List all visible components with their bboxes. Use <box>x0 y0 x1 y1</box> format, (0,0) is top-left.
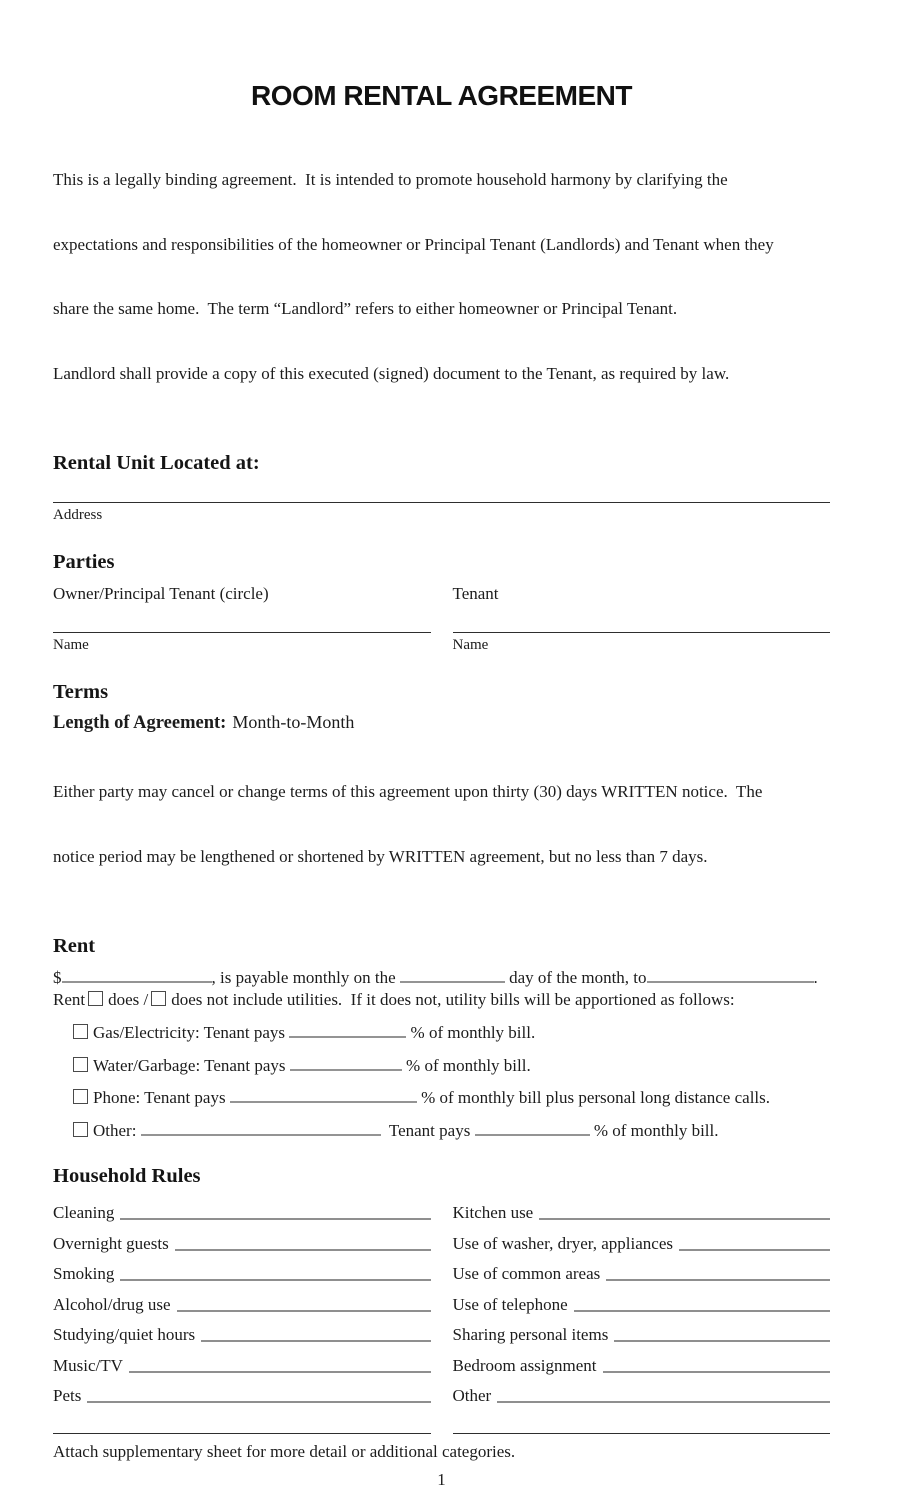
other-utility-label: Other: <box>93 1120 137 1140</box>
rule-blank[interactable] <box>453 1433 831 1434</box>
rule-label: Bedroom assignment <box>452 1355 597 1375</box>
intro-line: This is a legally binding agreement. It is intended to promote household harmony by clarifying the <box>53 170 728 189</box>
rule-row-washer-dryer-appliances <box>453 1223 831 1254</box>
terms-line: Either party may cancel or change terms of this agreement upon thirty (30) days WRITTEN notice. The <box>53 782 763 801</box>
rule-row-extra-left <box>53 1406 431 1437</box>
rent-utilities-line <box>53 989 830 1011</box>
intro-line: Landlord shall provide a copy of this executed (signed) document to the Tenant, as required by law. <box>53 363 730 383</box>
other-utility-blank[interactable] <box>141 1121 381 1136</box>
rent-payable-line <box>53 967 830 989</box>
other-utility-suffix: % of monthly bill. <box>593 1120 719 1140</box>
rule-label: Sharing personal items <box>452 1325 609 1344</box>
address-input-line[interactable] <box>53 475 830 503</box>
rent-amount-prefix: $ <box>53 968 62 987</box>
rule-blank[interactable] <box>87 1401 430 1403</box>
section-heading-parties: Parties <box>53 551 115 573</box>
rule-label: Overnight guests <box>53 1233 169 1253</box>
rule-row-studying-quiet-hours <box>53 1315 431 1346</box>
length-of-agreement-value: Month-to-Month <box>232 712 355 732</box>
rule-blank[interactable] <box>603 1371 830 1373</box>
gas-electricity-suffix: % of monthly bill. <box>410 1023 536 1042</box>
parties-tenant-column <box>453 574 831 654</box>
parties-owner-column <box>53 574 431 654</box>
rent-slash: / <box>143 990 149 1009</box>
rule-blank[interactable] <box>175 1249 431 1251</box>
supplementary-note: Attach supplementary sheet for more detail or additional categories. <box>53 1441 516 1461</box>
rule-blank[interactable] <box>53 1433 431 1434</box>
water-garbage-checkbox[interactable] <box>73 1057 88 1072</box>
rule-label: Use of washer, dryer, appliances <box>452 1233 673 1253</box>
gas-electricity-checkbox[interactable] <box>73 1024 88 1039</box>
tenant-name-label: Name <box>452 637 489 653</box>
rule-row-common-areas <box>453 1254 831 1285</box>
gas-electricity-label: Gas/Electricity: Tenant pays <box>93 1023 286 1042</box>
rule-blank[interactable] <box>497 1401 830 1403</box>
rent-does-checkbox[interactable] <box>88 991 103 1006</box>
other-percent-blank[interactable] <box>475 1121 590 1136</box>
rule-blank[interactable] <box>201 1340 430 1342</box>
water-garbage-label: Water/Garbage: Tenant pays <box>93 1055 286 1075</box>
rule-label: Alcohol/drug use <box>53 1294 171 1314</box>
rule-row-cleaning <box>53 1193 431 1224</box>
rule-row-other <box>453 1376 831 1407</box>
rent-payable-text-1: , is payable monthly on the <box>211 968 396 987</box>
utility-item-water <box>73 1055 830 1077</box>
intro-line: share the same home. The term “Landlord” refers to either homeowner or Principal Tenant. <box>53 299 678 318</box>
section-heading-household-rules: Household Rules <box>53 1164 201 1187</box>
section-heading-rent: Rent <box>53 935 96 957</box>
rule-blank[interactable] <box>574 1310 830 1312</box>
rule-label: Other <box>452 1386 492 1405</box>
household-rules-right-column <box>453 1193 831 1437</box>
rule-row-overnight-guests <box>53 1223 431 1254</box>
rent-amount-blank[interactable] <box>62 968 212 983</box>
tenant-name-line[interactable] <box>453 604 831 633</box>
rent-payable-text-2: day of the month, to <box>509 968 647 987</box>
page-title: ROOM RENTAL AGREEMENT <box>251 80 632 111</box>
terms-line: notice period may be lengthened or shortened by WRITTEN agreement, but no less than 7 days. <box>53 846 708 866</box>
section-heading-rental-unit: Rental Unit Located at: <box>53 452 260 474</box>
rent-utilities-pre: Rent <box>53 990 86 1009</box>
rule-blank[interactable] <box>606 1279 830 1281</box>
rule-row-kitchen-use <box>453 1193 831 1224</box>
rule-label: Use of common areas <box>452 1264 601 1283</box>
rule-row-music-tv <box>53 1345 431 1376</box>
water-garbage-suffix: % of monthly bill. <box>406 1055 531 1075</box>
phone-suffix: % of monthly bill plus personal long distance calls. <box>421 1088 771 1107</box>
rent-does-label: does <box>108 990 140 1009</box>
rule-label: Pets <box>53 1386 82 1405</box>
length-of-agreement-label: Length of Agreement: <box>53 713 227 733</box>
rule-label: Cleaning <box>53 1203 115 1222</box>
length-of-agreement-row <box>53 711 830 734</box>
owner-name-label: Name <box>53 637 89 653</box>
utility-item-phone <box>73 1087 830 1109</box>
rule-row-sharing-personal-items <box>453 1315 831 1346</box>
rent-does-not-checkbox[interactable] <box>151 991 166 1006</box>
terms-paragraph <box>53 738 830 910</box>
rent-does-not-label: does not include utilities. If it does not, utility bills will be apportioned as follows: <box>171 990 735 1009</box>
rent-payee-blank[interactable] <box>647 968 814 983</box>
water-percent-blank[interactable] <box>290 1056 402 1071</box>
phone-checkbox[interactable] <box>73 1089 88 1104</box>
household-rules-left-column <box>53 1193 431 1437</box>
gas-percent-blank[interactable] <box>289 1023 406 1038</box>
address-label: Address <box>53 507 103 523</box>
section-heading-terms: Terms <box>53 681 109 703</box>
rule-row-extra-right <box>453 1406 831 1437</box>
rule-row-telephone <box>453 1284 831 1315</box>
utility-items <box>53 1022 830 1142</box>
rule-blank[interactable] <box>614 1340 830 1342</box>
owner-label[interactable]: Owner/Principal Tenant (circle) <box>53 584 269 603</box>
rule-blank[interactable] <box>120 1218 430 1220</box>
page-number: 1 <box>437 1469 446 1489</box>
utility-item-other <box>73 1120 830 1142</box>
rule-label: Studying/quiet hours <box>53 1325 196 1344</box>
other-utility-checkbox[interactable] <box>73 1122 88 1137</box>
intro-line: expectations and responsibilities of the homeowner or Principal Tenant (Landlords) and Tenant when they <box>53 234 774 254</box>
phone-label: Phone: Tenant pays <box>93 1088 226 1107</box>
phone-percent-blank[interactable] <box>230 1088 417 1103</box>
rule-blank[interactable] <box>120 1279 430 1281</box>
household-rules-grid <box>53 1193 830 1437</box>
utility-item-gas <box>73 1022 830 1044</box>
rule-row-alcohol-drug-use <box>53 1284 431 1315</box>
rule-label: Use of telephone <box>452 1294 568 1314</box>
owner-name-line[interactable] <box>53 604 431 633</box>
intro-paragraph <box>53 126 830 427</box>
tenant-label: Tenant <box>452 584 499 603</box>
rule-label: Smoking <box>53 1264 115 1283</box>
rule-blank[interactable] <box>539 1218 830 1220</box>
rent-day-blank[interactable] <box>400 968 505 983</box>
rent-payable-end: . <box>813 968 818 987</box>
rule-label: Kitchen use <box>452 1203 534 1222</box>
other-utility-mid: Tenant pays <box>388 1120 471 1140</box>
parties-columns <box>53 574 830 654</box>
rule-row-pets <box>53 1376 431 1407</box>
rule-blank[interactable] <box>679 1249 830 1251</box>
rule-row-bedroom-assignment <box>453 1345 831 1376</box>
rule-label: Music/TV <box>53 1355 123 1375</box>
rule-blank[interactable] <box>129 1371 431 1373</box>
rule-row-smoking <box>53 1254 431 1285</box>
rule-blank[interactable] <box>177 1310 431 1312</box>
